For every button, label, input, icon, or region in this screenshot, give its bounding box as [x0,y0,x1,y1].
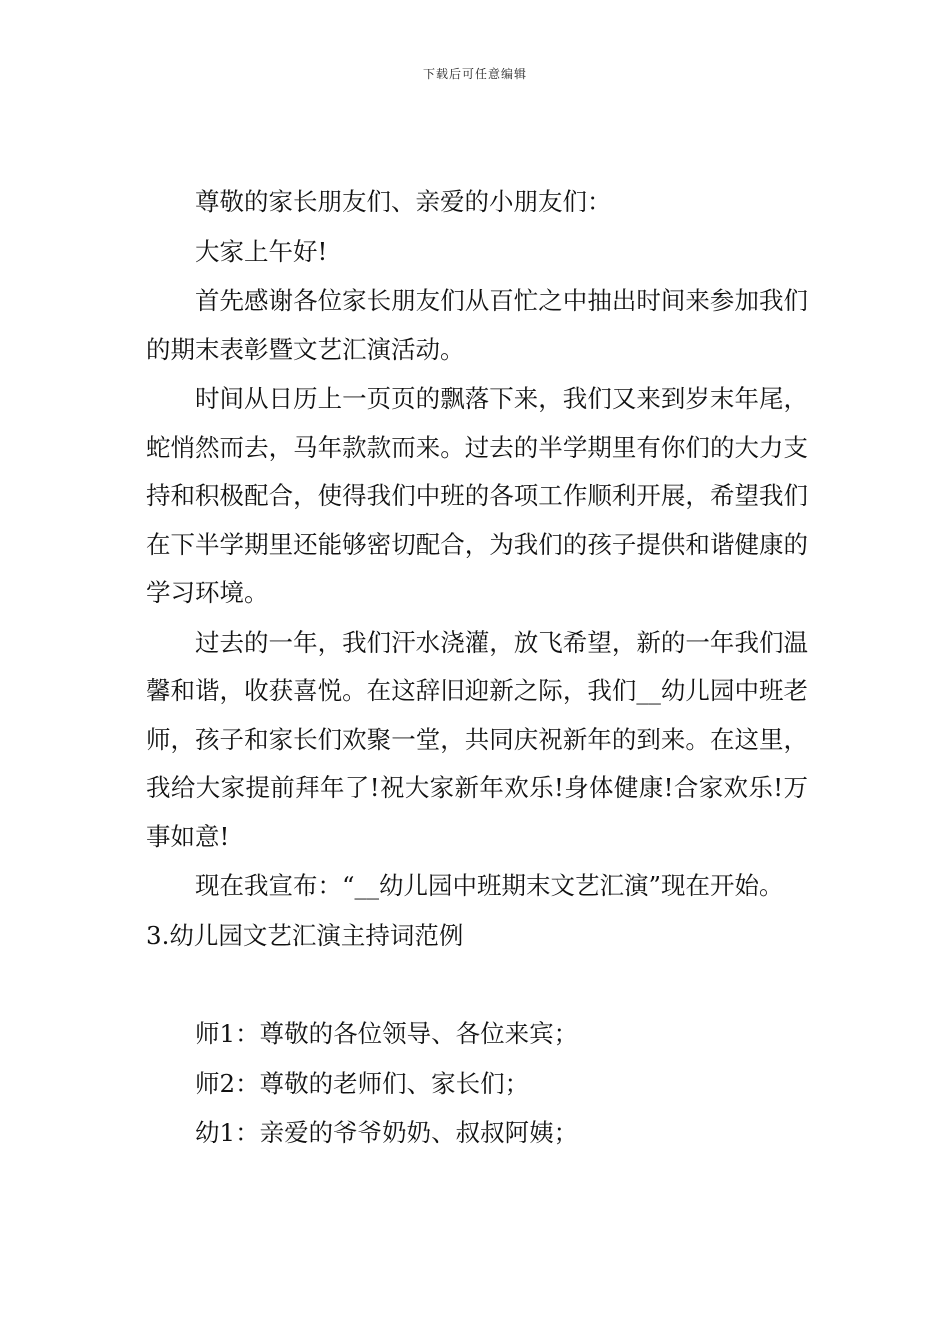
section-title: 3.幼儿园文艺汇演主持词范例 [146,920,464,950]
document-body [146,178,808,1159]
paragraph-thanks: 首先感谢各位家长朋友们从百忙之中抽出时间来参加我们的期末表彰暨文艺汇演活动。 [146,286,808,364]
host-line: 师1：尊敬的各位领导、各位来宾； [195,1019,579,1048]
section-spacer [146,960,808,1010]
paragraph-time: 时间从日历上一页页的飘落下来，我们又来到岁末年尾，蛇悄然而去，马年款款而来。过去的半学期里有你们的大力支持和积极配合，使得我们中班的各项工作顺利开展，希望我们在下半学期里还能够密切配合，为我们的孩子提供和谐健康的学习环境。 [146,384,808,607]
paragraph-announcement: 现在我宣布：“__幼儿园中班期末文艺汇演”现在开始。 [195,871,784,900]
page-header-note: 下载后可任意编辑 [422,67,527,81]
host-line: 幼1：亲爱的爷爷奶奶、叔叔阿姨； [195,1118,579,1147]
host-line: 师2：尊敬的老师们、家长们； [195,1068,530,1098]
paragraph-hello: 大家上午好! [195,236,328,266]
paragraph-greeting: 尊敬的家长朋友们、亲爱的小朋友们： [195,187,612,216]
paragraph-new-year: 过去的一年，我们汗水浇灌，放飞希望，新的一年我们温馨和谐，收获喜悦。在这辞旧迎新之际，我们__幼儿园中班老师，孩子和家长们欢聚一堂，共同庆祝新年的到来。在这里，我给大家提前拜年了!祝大家新年欢乐!身体健康!合家欢乐!万事如意! [146,627,808,851]
